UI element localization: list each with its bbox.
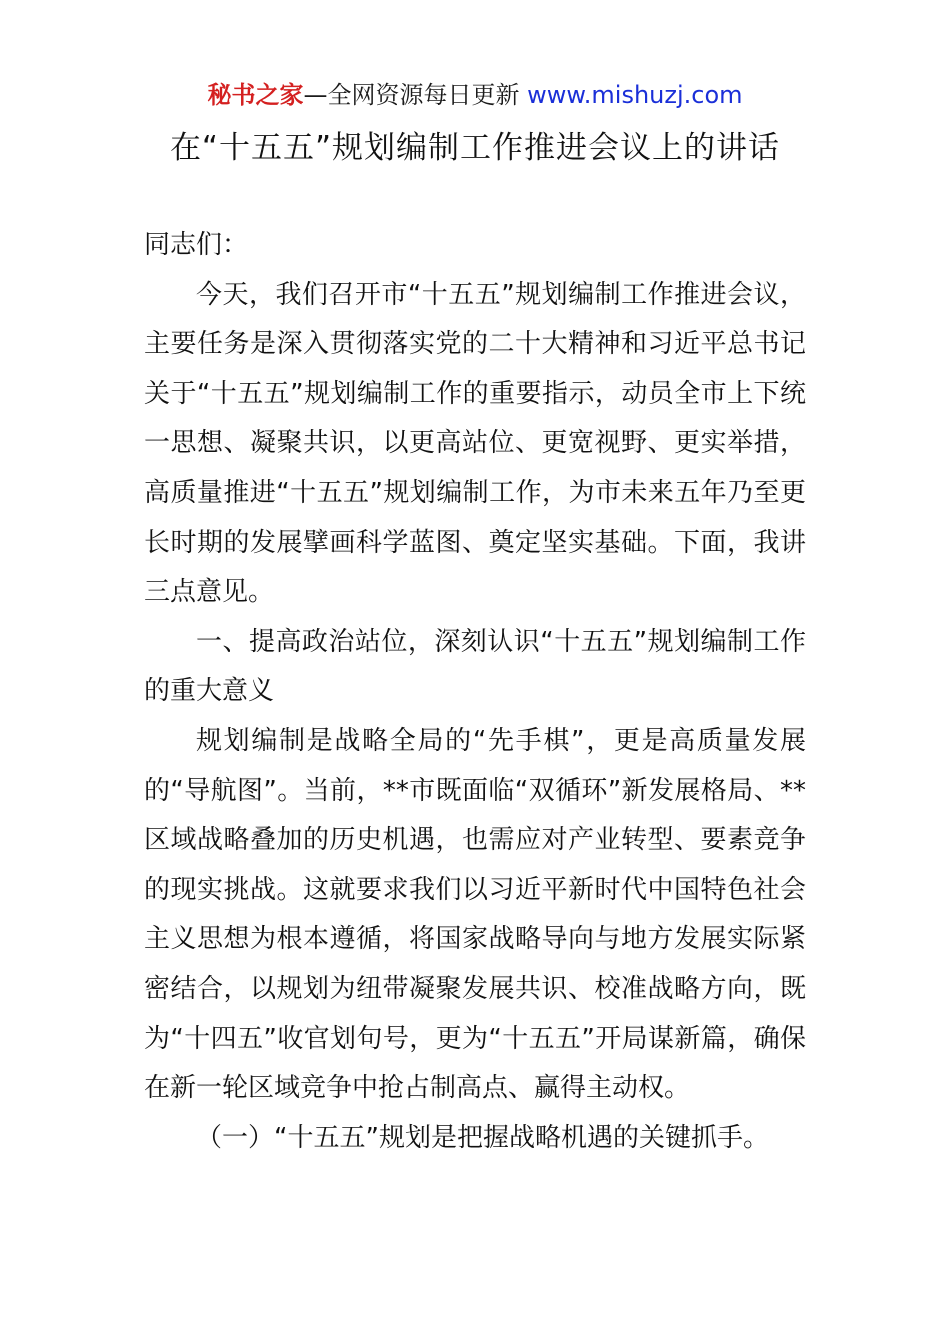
document-title: 在“十五五”规划编制工作推进会议上的讲话 (169, 130, 781, 166)
paragraph-significance: 规划编制是战略全局的“先手棋”，更是高质量发展的“导航图”。当前，**市既面临“双循环”新发展格局、**区域战略叠加的历史机遇，也需应对产业转型、要素竞争的现实挑战。这就要求我们以习近平新时代中国特色社会主义思想为根本遵循，将国家战略导向与地方发展实际紧密结合，以规划为纽带凝聚发展共识、校准战略方向，既为“十四五”收官划句号，更为“十五五”开局谋新篇，确保在新一轮区域竞争中抢占制高点、赢得主动权。 (144, 725, 806, 1104)
salutation: 同志们： (144, 230, 249, 260)
section-heading-1: 一、提高政治站位，深刻认识“十五五”规划编制工作的重大意义 (144, 626, 806, 707)
brand-name: 秘书之家 (207, 81, 304, 109)
site-banner (0, 78, 950, 112)
document-body (144, 221, 806, 1163)
banner-tagline: —全网资源每日更新 (303, 81, 528, 109)
site-url: www.mishuzj.com (527, 81, 743, 109)
subheading-1: （一）“十五五”规划是把握战略机遇的关键抓手。 (196, 1122, 769, 1153)
paragraph-intro: 今天，我们召开市“十五五”规划编制工作推进会议，主要任务是深入贯彻落实党的二十大精神和习近平总书记关于“十五五”规划编制工作的重要指示，动员全市上下统一思想、凝聚共识，以更高站位、更宽视野、更实举措，高质量推进“十五五”规划编制工作，为市未来五年乃至更长时期的发展擘画科学蓝图、奠定坚实基础。下面，我讲三点意见。 (144, 279, 806, 608)
